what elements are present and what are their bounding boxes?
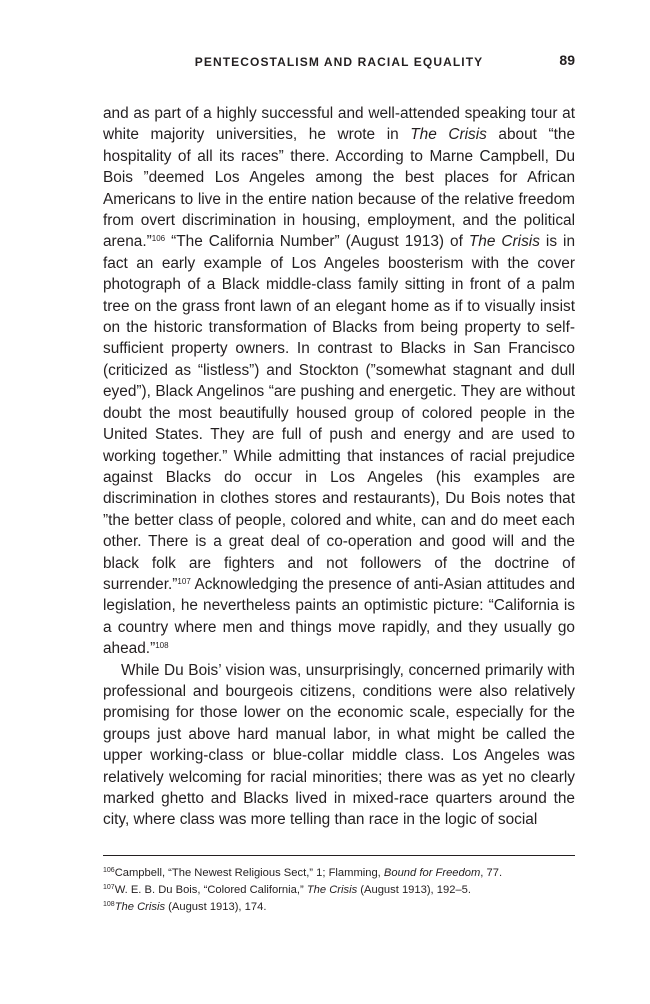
text-run: about “the hospitality of all its races” there. According to Marne Campbell, Du Bois ”deemed Los Angeles among the best places for African Americans to live in the entire nation because of the relative freedom from overt discrimination in housing, employment, and the political arena.” [103,126,576,251]
paragraph-1 [103,103,575,660]
footnote-106 [103,865,575,882]
footnote-number: 106 [103,867,115,874]
footnote-ref-108[interactable]: 108 [155,641,169,651]
text-run: is in fact an early example of Los Angeles boosterism with the cover photograph of a Black middle-class family sitting in front of a palm tree on the grass front lawn of an elegant home as if to visually insist on the historic transformation of Blacks from being property to self-sufficient property owners. In contrast to Blacks in San Francisco (criticized as “listless”) and Stockton (”somewhat stagnant and dull eyed”), Black Angelinos “are pushing and energetic. They are without doubt the most beautifully housed group of colored people in the United States. They are full of push and energy and are used to working together.” While admitting that instances of racial prejudice against Blacks do occur in Los Angeles (his examples are discrimination in clothes stores and restaurants), Du Bois notes that ”the better class of people, colored and white, can and do meet each other. There is a great deal of co-operation and good will and the black folk are fighters and not followers of the doctrine of surrender.” [103,233,576,593]
book-title: Bound for Freedom [383,867,481,879]
footnote-number: 107 [103,884,115,891]
text-run: “The California Number” (August 1913) of [165,233,469,251]
footnote-divider [103,855,575,856]
running-head [103,52,575,72]
running-title: PENTECOSTALISM AND RACIAL EQUALITY [194,55,484,69]
page-number: 89 [559,52,575,68]
paragraph-2: While Du Bois’ vision was, unsurprisingly, concerned primarily with professional and bourgeois citizens, conditions were also relatively promising for those lower on the economic scale, especially for the groups just above hard manual labor, in what might be called the upper working-class or blue-collar middle class. Los Angeles was relatively welcoming for racial minorities; there was as yet no clearly marked ghetto and Blacks lived in mixed-race quarters around the city, where class was more telling than race in the logic of social [103,661,575,829]
footnote-ref-106[interactable]: 106 [151,234,166,244]
footnote-108 [103,899,575,916]
text-run: Acknowledging the presence of anti-Asian attitudes and legislation, he nevertheless paints an optimistic picture: “California is a country where men and things move rapidly, and they usually go ahead.” [103,575,575,658]
footnote-text: (August 1913), 192–5. [357,884,471,896]
journal-title: The Crisis [114,901,166,913]
footnote-text: Campbell, “The Newest Religious Sect,” 1; Flamming, [114,867,384,879]
footnote-text: , 77. [480,867,503,879]
journal-title: The Crisis [468,233,540,251]
footnote-107 [103,882,575,899]
footnote-ref-107[interactable]: 107 [177,576,191,586]
footnote-text: W. E. B. Du Bois, “Colored California,” [114,884,307,896]
footnote-number: 108 [103,901,115,908]
footnotes [103,865,575,916]
body-text [103,103,575,831]
journal-title: The Crisis [410,126,487,144]
journal-title: The Crisis [306,884,358,896]
text-run: and as part of a highly successful and well-attended speaking tour at white majority universities, he wrote in [103,105,575,144]
footnote-text: (August 1913), 174. [165,901,267,913]
